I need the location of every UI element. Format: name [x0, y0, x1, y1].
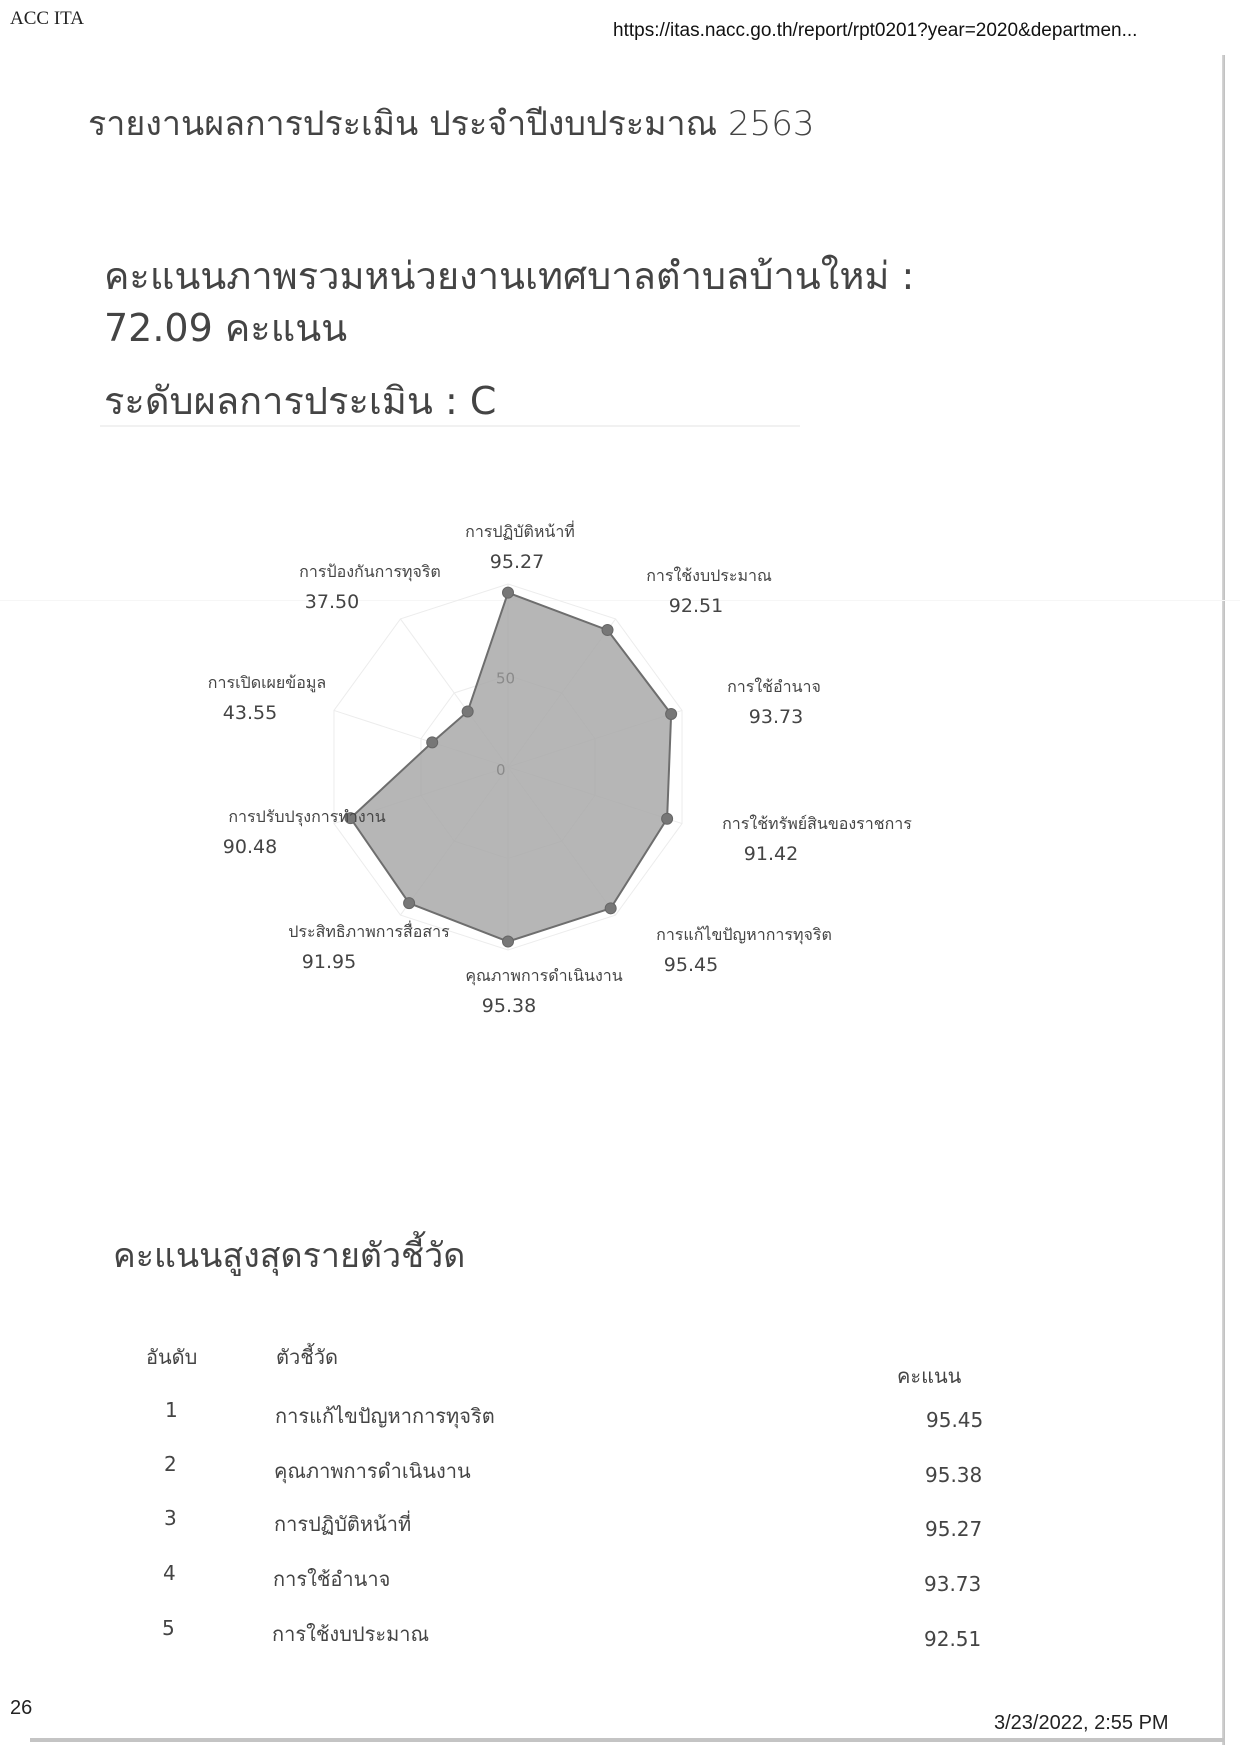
radar-axis-label: ประสิทธิภาพการสื่อสาร	[288, 922, 450, 941]
radar-chart	[0, 480, 1000, 1040]
top-scores-title: คะแนนสูงสุดรายตัวชี้วัด	[113, 1236, 466, 1276]
radar-axis-label: การใช้งบประมาณ	[646, 566, 772, 585]
score-cell: 95.27	[925, 1517, 983, 1541]
scan-edge	[30, 1738, 1225, 1742]
radar-value-label: 37.50	[304, 591, 360, 613]
score-cell: 93.73	[924, 1572, 982, 1596]
radar-axis-label: การเปิดเผยข้อมูล	[207, 673, 327, 692]
radar-data-point	[503, 936, 514, 947]
rank-header: อันดับ	[146, 1345, 198, 1369]
radar-data-point	[602, 625, 613, 636]
radar-data-point	[462, 706, 473, 717]
radar-data-area	[351, 593, 672, 942]
radar-data-point	[503, 587, 514, 598]
print-header-title: ACC ITA	[10, 8, 84, 29]
radar-value-label: 43.55	[222, 702, 278, 724]
score-cell: 92.51	[924, 1627, 982, 1651]
indicator-cell: การปฏิบัติหน้าที่	[274, 1512, 412, 1536]
rank-cell: 4	[163, 1561, 176, 1585]
rank-cell: 2	[164, 1452, 177, 1476]
scan-edge	[1222, 55, 1225, 1745]
radar-axis-label: การใช้ทรัพย์สินของราชการ	[722, 814, 912, 833]
radar-axis-label: การแก้ไขปัญหาการทุจริต	[656, 925, 832, 944]
indicator-cell: การใช้งบประมาณ	[272, 1622, 430, 1646]
radar-data-point	[662, 813, 673, 824]
rank-cell: 1	[165, 1398, 178, 1422]
radar-value-label: 93.73	[748, 706, 804, 728]
rank-cell: 5	[162, 1616, 175, 1640]
score-cell: 95.38	[925, 1463, 983, 1487]
score-cell: 95.45	[926, 1408, 984, 1432]
page-number: 26	[10, 1697, 33, 1719]
assessment-level: ระดับผลการประเมิน : C	[104, 379, 497, 423]
page-title: รายงานผลการประเมิน ประจำปีงบประมาณ 2563	[88, 104, 815, 144]
radar-axis-label: การป้องกันการทุจริต	[299, 562, 441, 581]
radar-value-label: 91.42	[743, 843, 799, 865]
radar-axis-label: การปฏิบัติหน้าที่	[465, 522, 575, 541]
overall-score: คะแนนภาพรวมหน่วยงานเทศบาลตำบลบ้านใหม่ : 72.09 คะแนน	[104, 254, 915, 350]
score-header: คะแนน	[897, 1364, 962, 1388]
radar-axis-label: คุณภาพการดำเนินงาน	[465, 966, 623, 985]
print-date: 3/23/2022, 2:55 PM	[994, 1712, 1169, 1734]
divider	[100, 425, 800, 427]
indicator-cell: คุณภาพการดำเนินงาน	[274, 1459, 471, 1483]
indicator-cell: การแก้ไขปัญหาการทุจริต	[275, 1404, 495, 1428]
radar-value-label: 90.48	[222, 836, 278, 858]
radar-data-point	[427, 737, 438, 748]
radar-value-label: 91.95	[301, 951, 357, 973]
rank-cell: 3	[164, 1506, 177, 1530]
radar-tick-label: 50	[496, 669, 516, 688]
indicator-header: ตัวชี้วัด	[276, 1345, 339, 1369]
radar-data-point	[404, 898, 415, 909]
radar-tick-label: 0	[496, 761, 506, 779]
radar-value-label: 95.45	[663, 954, 719, 976]
print-header-url[interactable]: https://itas.nacc.go.th/report/rpt0201?year=2020&departmen...	[613, 20, 1138, 41]
radar-value-label: 95.27	[489, 551, 545, 573]
radar-axis-label: การใช้อำนาจ	[727, 677, 821, 696]
radar-data-point	[605, 903, 616, 914]
radar-value-label: 95.38	[481, 995, 537, 1017]
radar-axis-label: การปรับปรุงการทำงาน	[228, 807, 386, 826]
indicator-cell: การใช้อำนาจ	[273, 1567, 391, 1591]
radar-data-point	[666, 708, 677, 719]
radar-value-label: 92.51	[668, 595, 724, 617]
